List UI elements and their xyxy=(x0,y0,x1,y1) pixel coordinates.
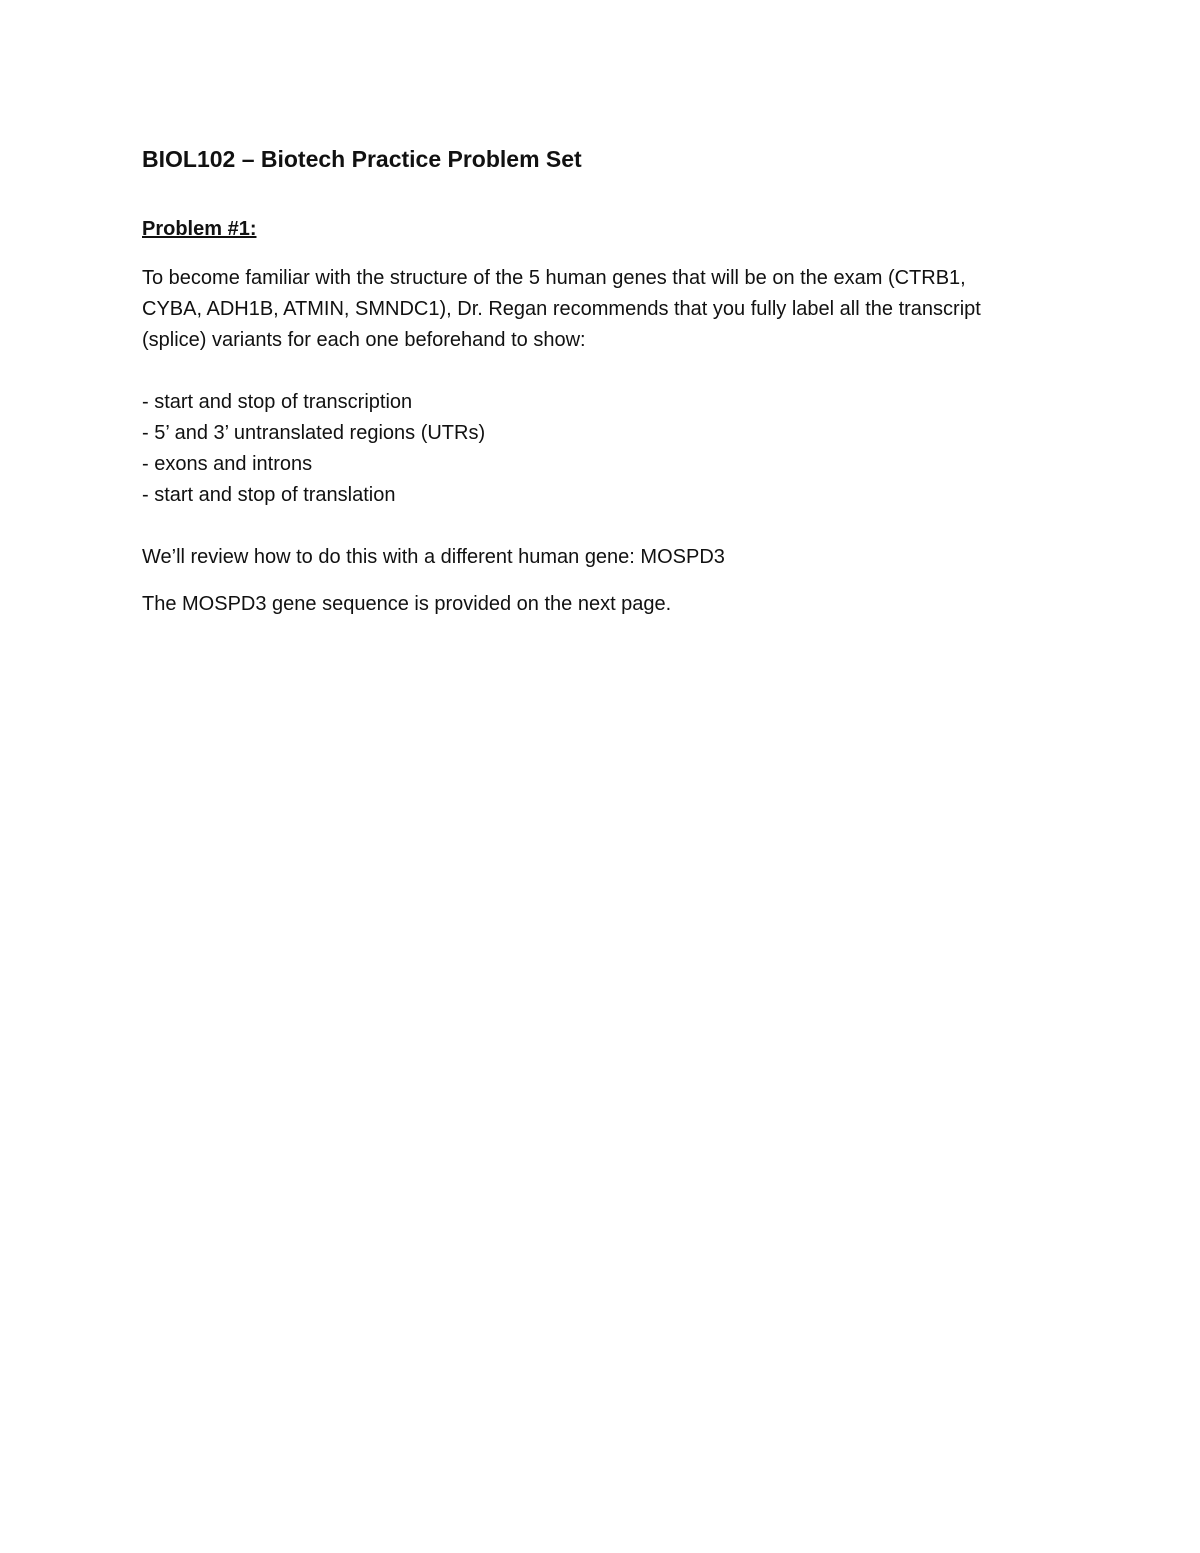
intro-line: To become familiar with the structure of the 5 human genes that will be on the exam (CTRB1, xyxy=(142,267,966,289)
checklist-item: - start and stop of transcription xyxy=(142,391,413,413)
document-title: BIOL102 – Biotech Practice Problem Set xyxy=(142,146,582,172)
intro-line: (splice) variants for each one beforehand to show: xyxy=(142,329,586,351)
document-body xyxy=(142,143,1062,620)
intro-paragraph xyxy=(142,263,1062,356)
checklist-item: - start and stop of translation xyxy=(142,484,396,506)
checklist-item: - 5’ and 3’ untranslated regions (UTRs) xyxy=(142,422,486,444)
review-paragraph: We’ll review how to do this with a different human gene: MOSPD3 xyxy=(142,546,725,568)
checklist-item: - exons and introns xyxy=(142,453,313,475)
next-page-paragraph: The MOSPD3 gene sequence is provided on the next page. xyxy=(142,593,672,615)
intro-line: CYBA, ADH1B, ATMIN, SMNDC1), Dr. Regan recommends that you fully label all the transcript xyxy=(142,298,981,320)
label-checklist xyxy=(142,387,1062,511)
problem-heading: Problem #1: xyxy=(142,218,257,240)
